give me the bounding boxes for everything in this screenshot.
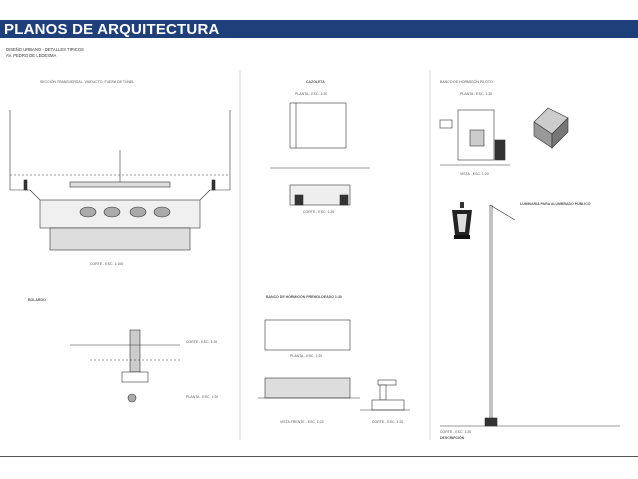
banco-premoldeado-plan-label: PLANTA - ESC. 1:20 (290, 354, 323, 358)
cazoleta-cut-label: CORTE - ESC. 1:20 (303, 210, 335, 214)
bolardo-drawing (70, 330, 180, 402)
cazoleta-drawing (270, 103, 370, 205)
sheet-subtitle-2: AV. PEDRO DE LEDESMA (6, 53, 57, 58)
sheet-bottom-border (0, 456, 638, 457)
bolardo-title: BOLARDO (28, 298, 46, 302)
notes-title: DESCRIPCIÓN (440, 436, 465, 440)
bolardo-cut-label: CORTE - ESC. 1:20 (186, 340, 218, 344)
lamp-photo (444, 200, 480, 248)
banco-premoldeado-title: BANCO DE HORMIGÓN PREMOLDEADO 1:30 (266, 295, 342, 299)
cross-section-drawing (10, 110, 230, 250)
cross-section-title: SECCIÓN TRANSVERSAL, VIADUCTO, FUERA DE TÚNEL (40, 80, 135, 84)
page-title: PLANOS DE ARQUITECTURA (4, 21, 220, 38)
cazoleta-title: CAZOLETA (306, 80, 325, 84)
banco-title: BANCO DE HORMIGÓN PILOTO (440, 80, 493, 84)
luminaria-title: LUMINARIA PARA ALUMBRADO PÚBLICO (520, 202, 591, 206)
cross-section-scale: CORTE - ESC. 1:100 (90, 262, 124, 266)
banco-premoldeado-drawing (258, 320, 410, 410)
cazoleta-plan-label: PLANTA - ESC. 1:20 (295, 92, 328, 96)
luminaria-cut-label: CORTE - ESC. 1:20 (440, 430, 472, 434)
sheet-subtitle: DISEÑO URBANO - DETALLES TIPICOS (6, 47, 84, 52)
banco-premoldeado-cut-label: CORTE - ESC. 1:20 (372, 420, 404, 424)
banco-plan-label: PLANTA - ESC. 1:20 (460, 92, 493, 96)
bolardo-plan-label: PLANTA - ESC. 1:20 (186, 395, 219, 399)
banco-view-label: VISTA - ESC. 1:20 (460, 172, 489, 176)
banco-drawing (440, 108, 568, 165)
banco-premoldeado-front-label: VISTA FRENTE - ESC. 1:20 (280, 420, 324, 424)
